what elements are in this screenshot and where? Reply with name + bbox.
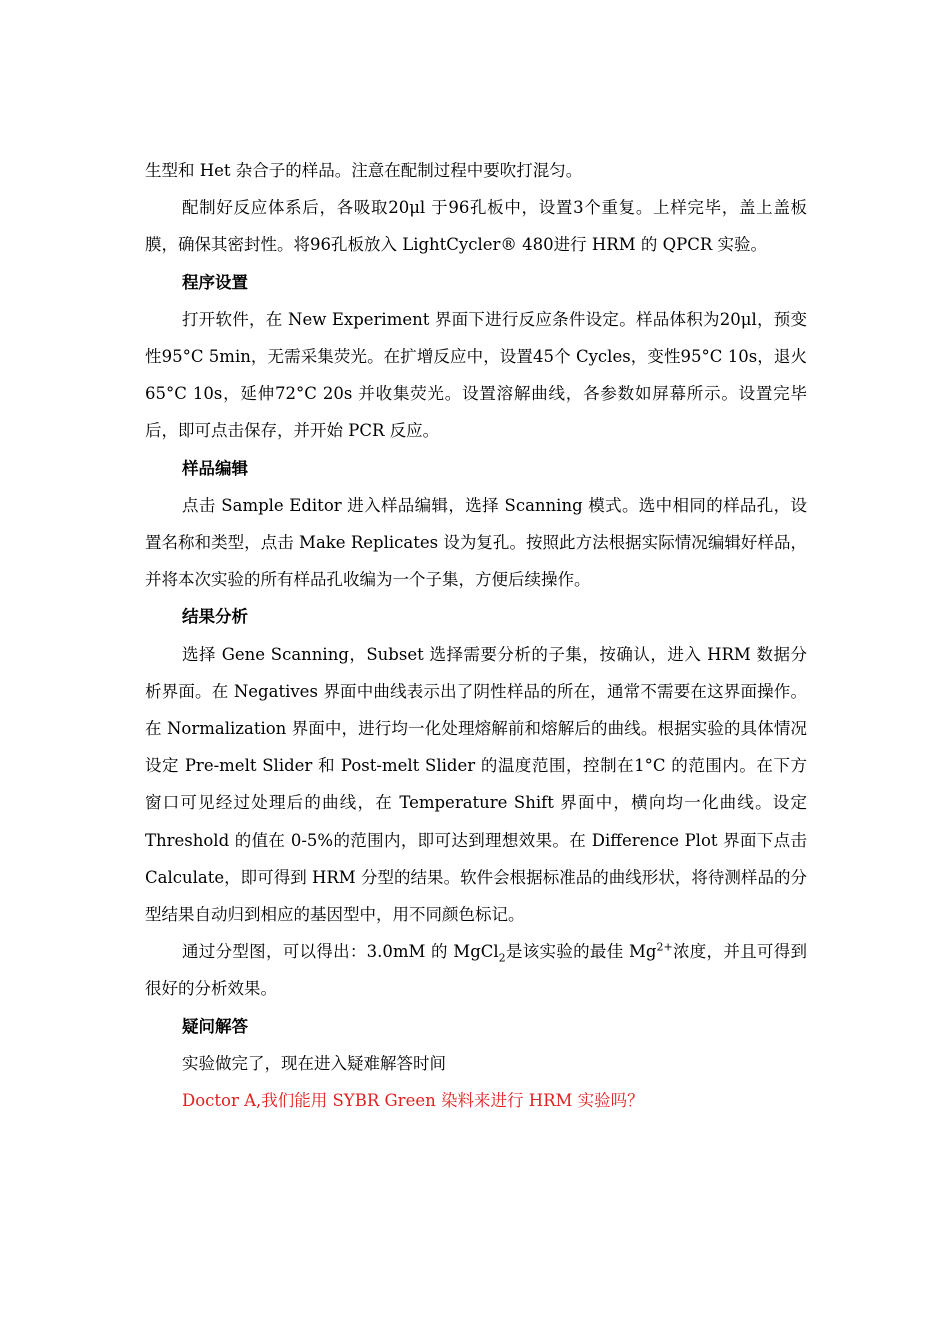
document-body: [145, 152, 807, 1119]
paragraph-sample-edit: 点击 Sample Editor 进入样品编辑，选择 Scanning 模式。选中相同的样品孔，设置名称和类型，点击 Make Replicates 设为复孔。按照此方法根据实际情况编辑好样品，并将本次实验的所有样品孔收编为一个子集，方便后续操作。: [145, 495, 807, 590]
paragraph-plate-setup: 配制好反应体系后，各吸取20μl 于96孔板中，设置3个重复。上样完毕，盖上盖板膜，确保其密封性。将96孔板放入 LightCycler® 480进行 HRM 的 QPCR 实验。: [145, 198, 807, 255]
section-heading-result-analysis: 结果分析: [182, 607, 248, 627]
paragraph-continuation: 生型和 Het 杂合子的样品。注意在配制过程中要吹打混匀。: [145, 161, 583, 180]
section-heading-sample-edit: 样品编辑: [182, 458, 248, 478]
faq-question: Doctor A,我们能用 SYBR Green 染料来进行 HRM 实验吗？: [182, 1091, 644, 1111]
conclusion-text-a: 通过分型图，可以得出：3.0mM 的 MgCl: [182, 942, 499, 962]
section-heading-program-setup: 程序设置: [182, 272, 248, 292]
paragraph-conclusion: [145, 933, 807, 1007]
subscript-2: 2: [498, 951, 506, 965]
section-heading-faq: 疑问解答: [182, 1016, 248, 1036]
conclusion-text-b: 是该实验的最佳 Mg: [505, 942, 657, 962]
conclusion-text-c: 浓度，并且可得到很好的分析效果。: [145, 942, 807, 999]
paragraph-result-analysis: 选择 Gene Scanning，Subset 选择需要分析的子集，按确认，进入 HRM 数据分析界面。在 Negatives 界面中曲线表示出了阴性样品的所在，通常不需要在这界面操作。在 Normalization 界面中，进行均一化处理熔解前和熔解后的曲线。根据实验的具体情况设定 Pre-melt Slider 和 Post-melt Slider 的温度范围，控制在1°C 的范围内。在下方窗口可见经过处理后的曲线，在 Temperature Shift 界面中，横向均一化曲线。设定 Threshold 的值在 0-5%的范围内，即可达到理想效果。在 Difference Plot 界面下点击 Calculate，即可得到 HRM 分型的结果。软件会根据标准品的曲线形状，将待测样品的分型结果自动归到相应的基因型中，用不同颜色标记。: [145, 644, 807, 925]
paragraph-program-setup: 打开软件，在 New Experiment 界面下进行反应条件设定。样品体积为20μl，预变性95°C 5min，无需采集荧光。在扩增反应中，设置45个 Cycles，变性95°C 10s，退火65°C 10s，延伸72°C 20s 并收集荧光。设置溶解曲线，各参数如屏幕所示。设置完毕后，即可点击保存，并开始 PCR 反应。: [145, 309, 807, 441]
paragraph-faq-intro: 实验做完了，现在进入疑难解答时间: [182, 1053, 446, 1073]
superscript-2plus: 2+: [656, 940, 673, 954]
